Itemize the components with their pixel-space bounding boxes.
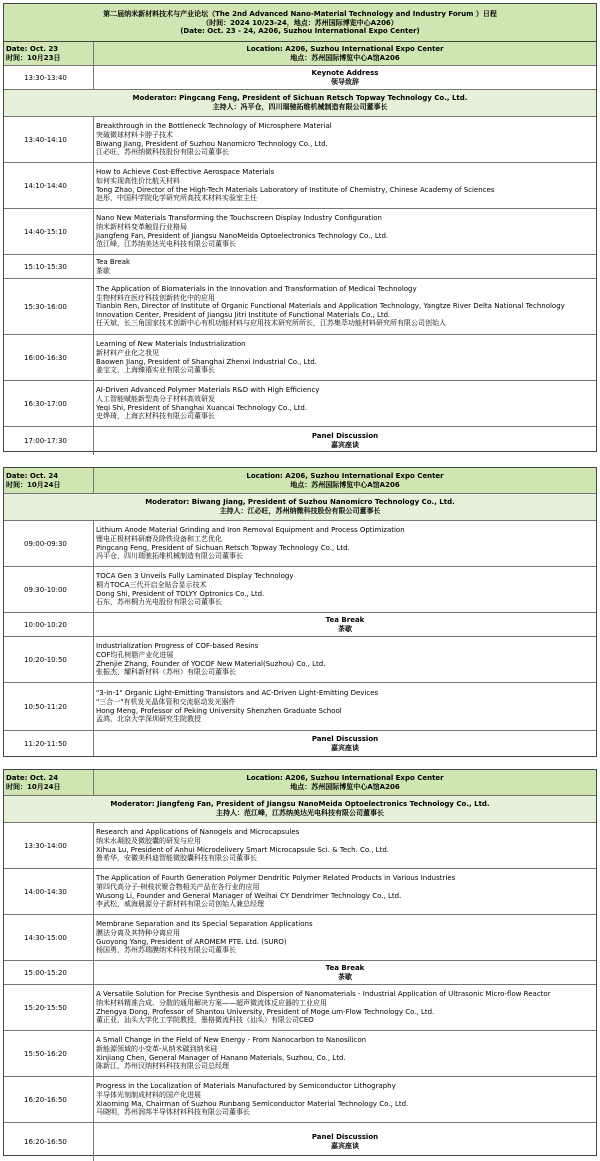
- day-2-afternoon-location: Location: A206, Suzhou International Expo Center 地点：苏州国际博览中心A馆A206: [94, 770, 596, 795]
- session-details: A Versatile Solution for Precise Synthesis and Dispersion of Nanomaterials - Industrial Application of Ultrasonic Micro-flow Reactor 纳米材料精准合成、分散的通用解决方案——超声微流体反应器的工业应用 Zhengya Dong, Professor of Shantou University, President of Moge um-Flow Technology Co., Ltd. 董正亚，汕头大学化工学院教授，墨格微流科技（汕头）有限公司CEO: [96, 990, 551, 1025]
- table-row: [4, 209, 596, 255]
- table-row: [4, 521, 596, 567]
- panel-title-en: Panel Discussion: [311, 432, 379, 441]
- session-time: 14:00-14:30: [4, 869, 94, 914]
- session-time: 17:00-17:30: [4, 427, 94, 455]
- session-details: Tea Break 茶歇: [325, 615, 365, 633]
- session-time: 15:50-16:20: [4, 1031, 94, 1076]
- session-details: Tea Break 茶歇: [325, 963, 365, 981]
- session-time: 10:50-11:20: [4, 683, 94, 730]
- session-time: 09:00-09:30: [4, 521, 94, 566]
- session-time: 16:30-17:00: [4, 381, 94, 426]
- table-row: [4, 915, 596, 961]
- session-time: 15:00-15:20: [4, 961, 94, 984]
- keynote-row: [4, 66, 596, 90]
- session-details: Lithium Anode Material Grinding and Iron Removal Equipment and Process Optimization 锂电正极材料研磨及除铁设备和工艺优化 Pingcang Feng, President of Sichuan Retsch Topway Technology Co., Ltd. 冯平仓，四川瑞驰拓维机械制造有限公司董事长: [96, 526, 405, 561]
- session-details: The Application of Biomaterials in the Innovation and Transformation of Medical Technology 生物材料在医疗科技创新转化中的应用 Tianbin Ren, Director of Institute of Organic Functional Materials and Application Technology, Yangtze River Delta National Technology Innovation Center, President of Jiangsu Jitri Institute of Functional Materials Co., Ltd. 任天斌，长三角国家技术创新中心有机功能材料与应用技术研究所所长，江苏集萃功能材料研究所有限公司创始人: [96, 285, 565, 328]
- session-details: The Application of Fourth Generation Polymer Dendritic Polymer Related Products in Various Industries 第四代高分子-树枝状聚合物相关产品在各行业的应用 Wusong Li, Founder and General Manager of Weihai CY Dendrimer Technology Co., Ltd. 李武松，威海晨源分子新材料有限公司创始人兼总经理: [96, 874, 456, 909]
- session-time: 10:20-10:50: [4, 637, 94, 682]
- panel-title-en: Panel Discussion: [311, 1133, 379, 1142]
- forum-subtitle-cn: （时间：2024 10/23-24，地点：苏州国际博览中心A206）: [202, 18, 398, 27]
- session-details: Learning of New Materials Industrialization 新材料产业化之我见 Baowen Jiang, President of Shanghai Zhenxi Industrial Co., Ltd. 姜宝文，上海臻禧实业有限公司董事长: [96, 340, 317, 375]
- day-2-afternoon-moderator: Moderator: Jiangfeng Fan, President of Jiangsu NanoMeida Optoelectronics Technology Co., Ltd. 主持人：范江峰，江苏纳美达光电科技有限公司董事长: [4, 796, 596, 823]
- session-time: 15:30-16:00: [4, 279, 94, 334]
- table-row: [4, 683, 596, 731]
- session-time: 14:30-15:00: [4, 915, 94, 960]
- session-details: Tea Break 茶歇: [96, 257, 131, 275]
- day-2-info-row: [4, 468, 596, 494]
- session-time: 10:00-10:20: [4, 613, 94, 636]
- table-row: [4, 279, 596, 335]
- day-1-location: Location: A206, Suzhou International Expo Center 地点：苏州国际博览中心A馆A206: [94, 42, 596, 65]
- session-details: TOCA Gen 3 Unveils Fully Laminated Display Technology 桐力TOCA三代开启全贴合显示技术 Dong Shi, President of TOLYY Optronics Co., Ltd. 石东，苏州桐力光电股份有限公司董事长: [96, 572, 294, 607]
- session-time: 11:20-11:50: [4, 731, 94, 756]
- table-row: [4, 637, 596, 683]
- table-row: [4, 869, 596, 915]
- table-row: [4, 335, 596, 381]
- session-details: Breakthrough in the Bottleneck Technology of Microsphere Material 突破微球材料卡脖子技术 Biwang Jiang, President of Suzhou Nanomicro Technology Co., Ltd. 江必旺，苏州纳微科技股份有限公司董事长: [96, 122, 332, 157]
- keynote-title-en: Keynote Address: [311, 68, 379, 77]
- day-2-location: Location: A206, Suzhou International Expo Center 地点：苏州国际博览中心A馆A206: [94, 468, 596, 493]
- panel-row: [4, 731, 596, 756]
- forum-header: [3, 3, 597, 41]
- day-1-schedule: [3, 41, 597, 452]
- session-time: 16:00-16:30: [4, 335, 94, 380]
- panel-row: [4, 427, 596, 455]
- table-row: [4, 1031, 596, 1077]
- session-details: How to Achieve Cost-Effective Aerospace Materials 如何实现高性价比航天材料 Tong Zhao, Director of the High-Tech Materials Laboratory of Institute of Chemistry, Chinese Academy of Sciences 赵彤，中国科学院化学研究所高技术材料实验室主任: [96, 168, 495, 203]
- day-2-afternoon-date: Date: Oct. 24 时间：10月24日: [4, 770, 94, 795]
- session-details: AI-Driven Advanced Polymer Materials R&D with High Efficiency 人工智能赋能新型高分子材料高效研发 Yeqi Shi, President of Shanghai Xuancai Technology Co., Ltd. 史烨琦，上海玄材科技有限公司董事长: [96, 386, 320, 421]
- table-row: [4, 117, 596, 163]
- day-2-date: Date: Oct. 24 时间：10月24日: [4, 468, 94, 493]
- session-time: 14:40-15:10: [4, 209, 94, 254]
- panel-title-cn: 嘉宾座谈: [331, 441, 359, 449]
- session-details: Nano New Materials Transforming the Touchscreen Display Industry Configuration 纳米新材料变革触显行业格局 Jiangfeng Fan, President of Jiangsu NanoMeida Optoelectronics Technology Co., Ltd. 范江峰，江苏纳美达光电科技有限公司董事长: [96, 214, 389, 249]
- session-details: "3-in-1" Organic Light-Emitting Transistors and AC-Driven Light-Emitting Devices "三合一"有机发光晶体管和交流驱动发光器件 Hong Meng, Professor of Peking University Shenzhen Graduate School 孟鸿，北京大学深圳研究生院教授: [96, 689, 379, 724]
- session-time: 13:30-14:00: [4, 823, 94, 868]
- session-details: Industrialization Progress of COF-based Resins COF均孔树脂产业化进展 Zhenjie Zhang, Founder of YOCOF New Material(Suzhou) Co., Ltd. 张振杰，耀科新材料（苏州）有限公司董事长: [96, 642, 326, 677]
- session-details: Membrane Separation and Its Special Separation Applications 膜法分离及其特种分离应用 Guoyong Yang, President of AROMEM PTE. Ltd. (SURO) 杨国勇，苏州苏瑞膜纳米科技有限公司董事长: [96, 920, 313, 955]
- day-2-afternoon-info-row: [4, 770, 596, 796]
- session-details: Progress in the Localization of Materials Manufactured by Semiconductor Lithography 半导体光刻制成材料的国产化进展 Xiaoming Ma, Chairman of Suzhou Runbang Semiconductor Material Technology Co., Ltd. 马晓明，苏州润邦半导体材料科技有限公司董事长: [96, 1082, 409, 1117]
- session-time: 09:30-10:00: [4, 567, 94, 612]
- table-row: [4, 1077, 596, 1123]
- table-row: [4, 381, 596, 427]
- table-row: [4, 567, 596, 613]
- panel-title-cn: 嘉宾座谈: [331, 1142, 359, 1150]
- table-row: [4, 823, 596, 869]
- session-time: 15:20-15:50: [4, 985, 94, 1030]
- day-1-moderator: Moderator: Pingcang Feng, President of Sichuan Retsch Topway Technology Co., Ltd. 主持人：冯平仓，四川瑞驰拓维机械制造有限公司董事长: [4, 90, 596, 117]
- session-details: A Small Change in the Field of New Energy - From Nanocarbon to Nanosilicon 新能源领域的小变革-从纳米碳到纳米硅 Xinjiang Chen, General Manager of Hanano Materials, Suzhou, Co., Ltd. 陈新江，苏州汉纳材料科技有限公司总经理: [96, 1036, 367, 1071]
- day-2-morning-schedule: [3, 467, 597, 757]
- session-time: 13:40-14:10: [4, 117, 94, 162]
- day-1-date: Date: Oct. 23 时间：10月23日: [4, 42, 94, 65]
- session-time: 13:30-13:40: [4, 66, 94, 89]
- table-row: [4, 961, 596, 985]
- session-time: 14:10-14:40: [4, 163, 94, 208]
- forum-subtitle-en: (Date: Oct. 23 - 24, A206, Suzhou International Expo Center): [180, 27, 420, 36]
- panel-title-cn: 嘉宾座谈: [331, 743, 359, 752]
- session-time: 15:10-15:30: [4, 255, 94, 278]
- keynote-title-cn: 领导致辞: [331, 77, 359, 86]
- forum-title: 第二届纳米新材料技术与产业论坛（The 2nd Advanced Nano-Material Technology and Industry Forum ）日程: [103, 10, 497, 19]
- table-row: [4, 985, 596, 1031]
- session-time: 16:20-16:50: [4, 1123, 94, 1161]
- session-details: Research and Applications of Nanogels and Microcapsules 纳米水凝胶及微胶囊的研发与应用 Xihua Lu, President of Anhui Microdelivery Smart Microcapsule Sci. & Tech. Co., Ltd. 鲁希华，安徽美科迪智能微胶囊科技有限公司董事长: [96, 828, 389, 863]
- session-time: 16:20-16:50: [4, 1077, 94, 1122]
- panel-title-en: Panel Discussion: [311, 734, 379, 743]
- table-row: [4, 255, 596, 279]
- day-2-afternoon-schedule: [3, 769, 597, 1156]
- day-1-info-row: [4, 42, 596, 66]
- table-row: [4, 613, 596, 637]
- table-row: [4, 163, 596, 209]
- panel-row: [4, 1123, 596, 1161]
- day-2-morning-moderator: Moderator: Biwang Jiang, President of Suzhou Nanomicro Technology Co., Ltd. 主持人：江必旺，苏州纳微科技股份有限公司董事长: [4, 494, 596, 521]
